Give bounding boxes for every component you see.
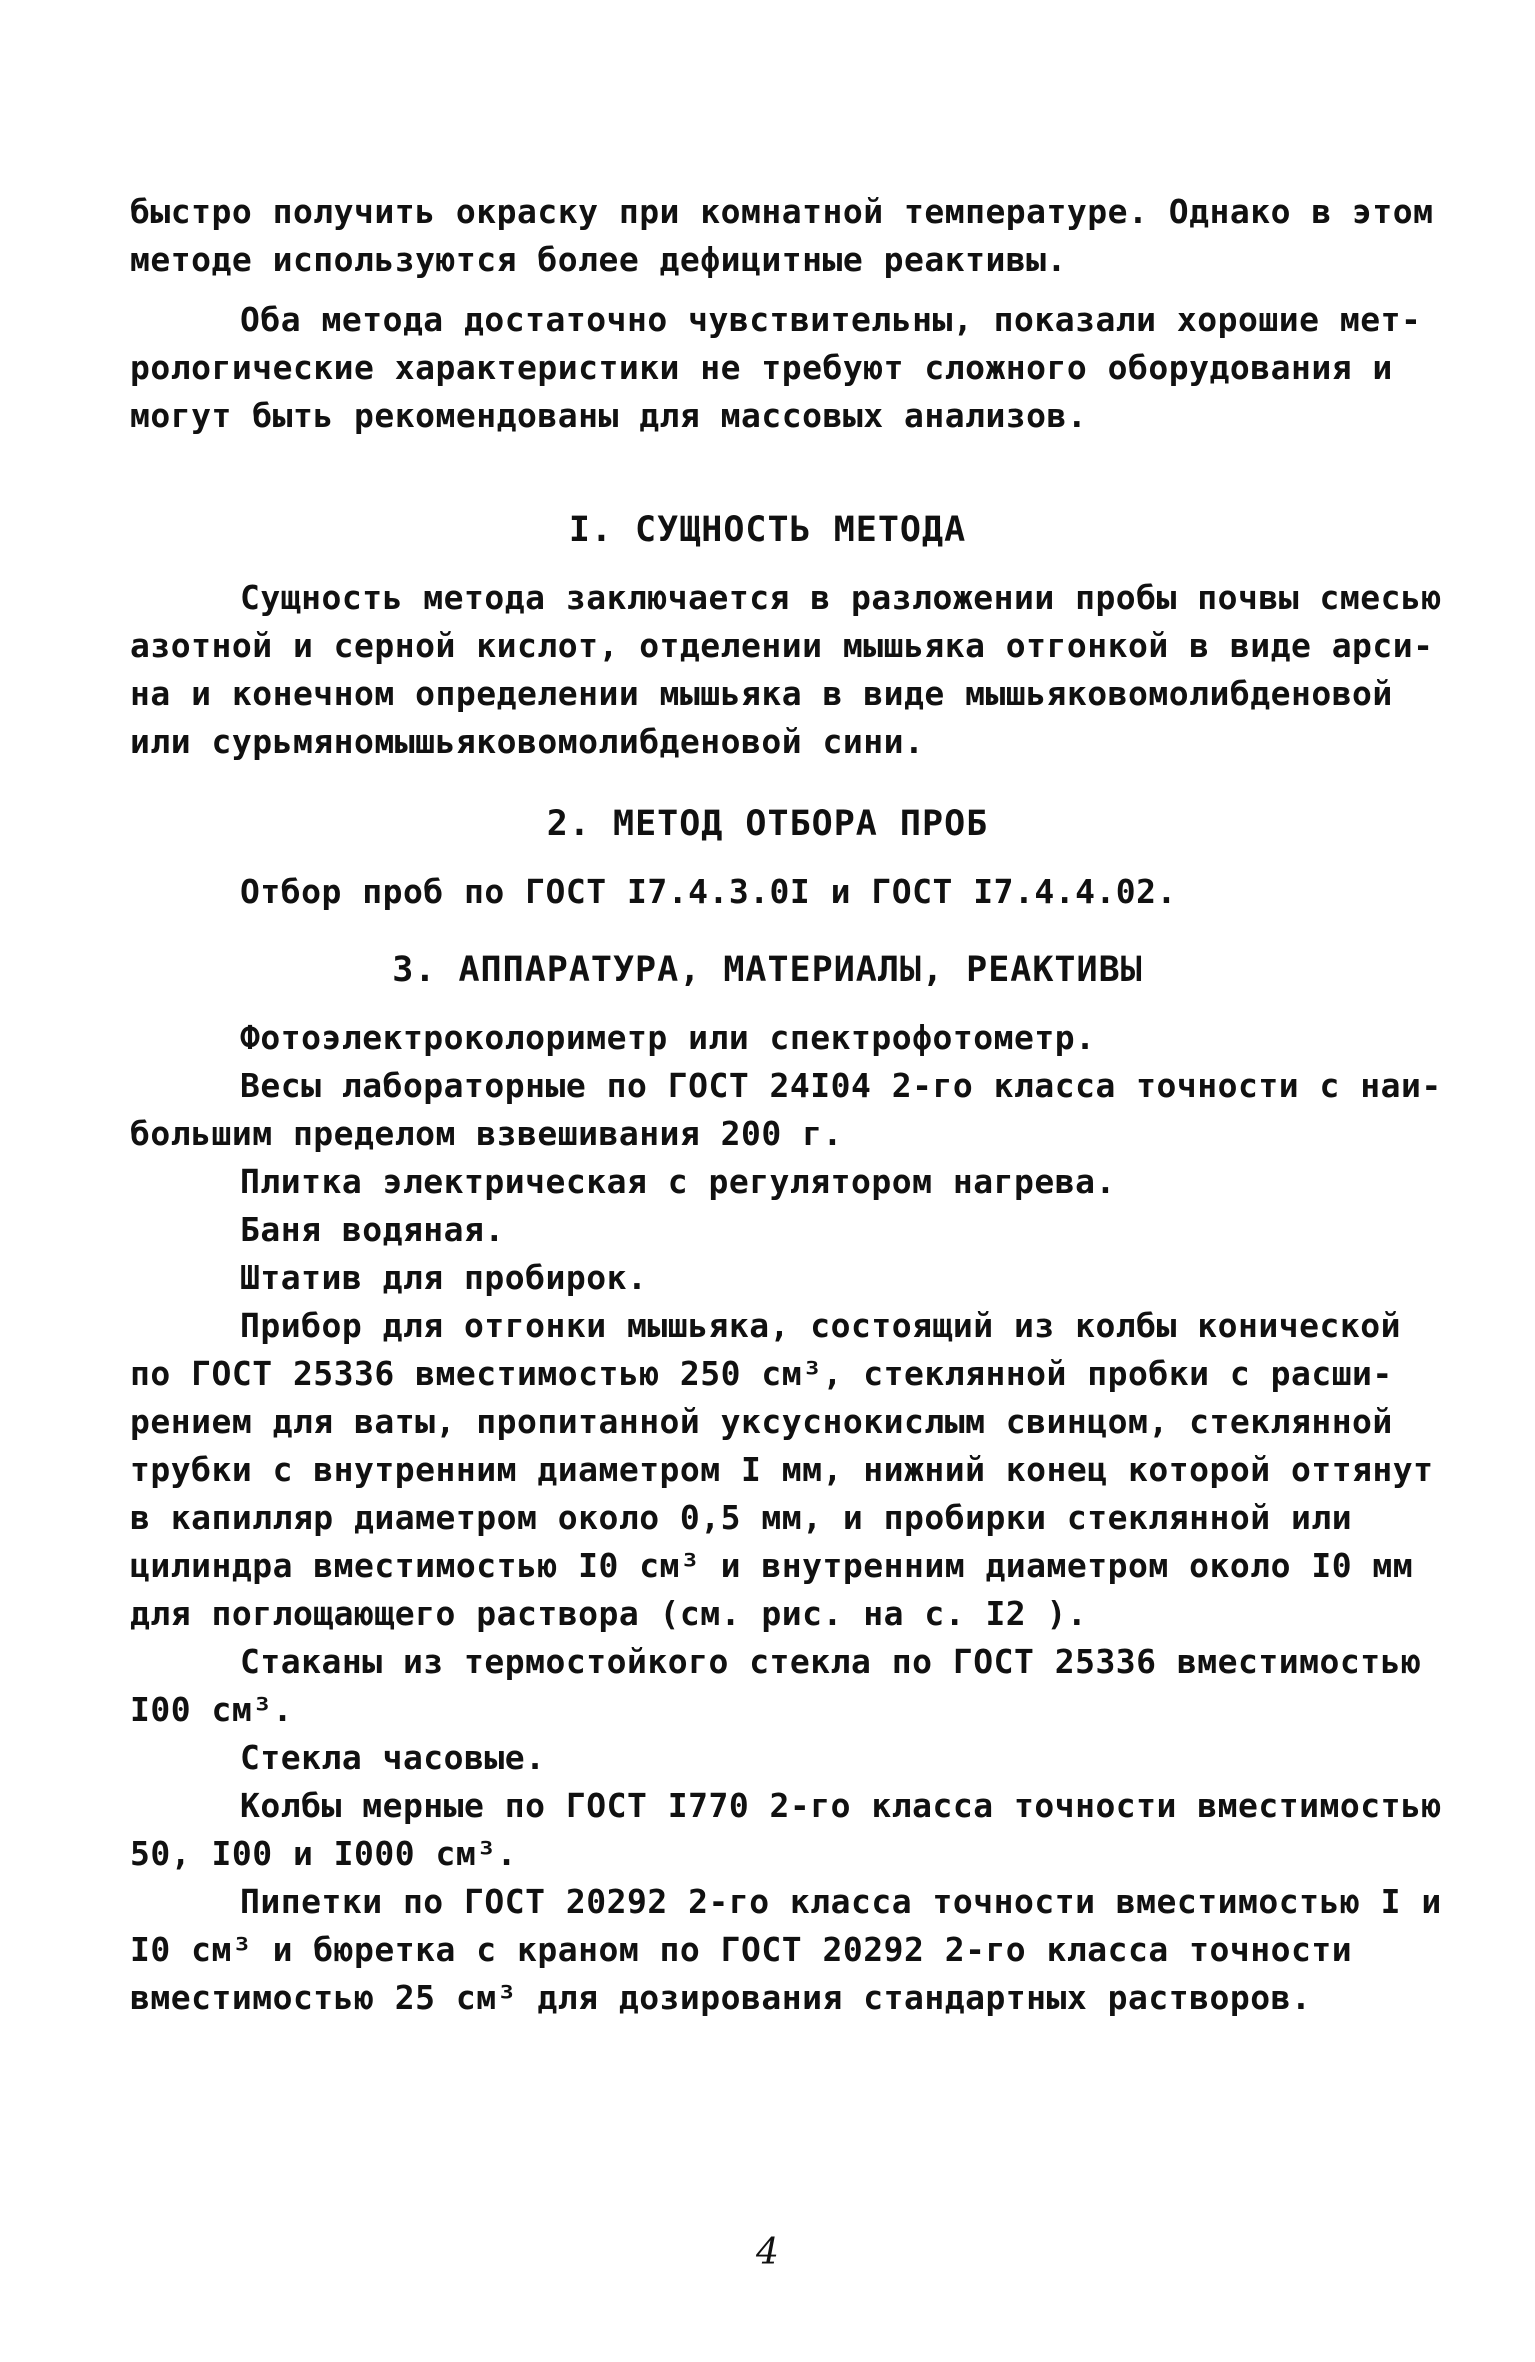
section-1-body (130, 574, 1442, 766)
intro-line: методе используются более дефицитные реактивы. (130, 240, 1067, 279)
section-3-line: 50, I00 и I000 см³. (130, 1834, 517, 1873)
intro-line: быстро получить окраску при комнатной температуре. Однако в этом (130, 192, 1434, 231)
page-number: 4 (756, 2232, 779, 2273)
section-3-heading: 3. АППАРАТУРА, МАТЕРИАЛЫ, РЕАКТИВЫ (392, 950, 1143, 990)
section-3-line: большим пределом взвешивания 200 г. (130, 1114, 843, 1153)
section-3-line: Стаканы из термостойкого стекла по ГОСТ 25336 вместимостью (240, 1642, 1422, 1681)
section-3-line: I0 см³ и бюретка с краном по ГОСТ 20292 2-го класса точности (130, 1930, 1353, 1969)
section-3-line: Прибор для отгонки мышьяка, состоящий из колбы конической (240, 1306, 1401, 1345)
section-3-line: рением для ваты, пропитанной уксуснокислым свинцом, стеклянной (130, 1402, 1393, 1441)
section-1-heading: I. СУЩНОСТЬ МЕТОДА (568, 510, 967, 550)
section-1-line: на и конечном определении мышьяка в виде мышьяковомолибденовой (130, 674, 1393, 713)
section-1-line: азотной и серной кислот, отделении мышьяка отгонкой в виде арси- (130, 626, 1434, 665)
section-3-body (130, 1014, 1442, 2022)
intro-line: могут быть рекомендованы для массовых анализов. (130, 396, 1088, 435)
section-3-line: Стекла часовые. (240, 1738, 546, 1777)
section-2-heading: 2. МЕТОД ОТБОРА ПРОБ (546, 804, 989, 844)
intro-line: рологические характеристики не требуют сложного оборудования и (130, 348, 1393, 387)
intro-paragraph (130, 188, 1434, 440)
section-3-line: Плитка электрическая с регулятором нагрева. (240, 1162, 1116, 1201)
section-3-line: в капилляр диаметром около 0,5 мм, и пробирки стеклянной или (130, 1498, 1353, 1537)
section-3-line: Фотоэлектроколориметр или спектрофотометр. (240, 1018, 1096, 1057)
section-3-line: Весы лабораторные по ГОСТ 24I04 2-го класса точности с наи- (240, 1066, 1442, 1105)
section-3-line: Баня водяная. (240, 1210, 505, 1249)
section-3-line: I00 см³. (130, 1690, 293, 1729)
section-3-line: вместимостью 25 см³ для дозирования стандартных растворов. (130, 1978, 1312, 2017)
section-3-line: цилиндра вместимостью I0 см³ и внутренним диаметром около I0 мм (130, 1546, 1414, 1585)
section-3-line: трубки с внутренним диаметром I мм, нижний конец которой оттянут (130, 1450, 1434, 1489)
section-1-line: или сурьмяномышьяковомолибденовой сини. (130, 722, 925, 761)
section-1-line: Сущность метода заключается в разложении пробы почвы смесью (240, 578, 1442, 617)
section-3-line: Штатив для пробирок. (240, 1258, 648, 1297)
section-3-line: Колбы мерные по ГОСТ I770 2-го класса точности вместимостью (240, 1786, 1442, 1825)
section-3-line: по ГОСТ 25336 вместимостью 250 см³, стеклянной пробки с расши- (130, 1354, 1393, 1393)
section-3-line: для поглощающего раствора (см. рис. на с. I2 ). (130, 1594, 1088, 1633)
section-3-line: Пипетки по ГОСТ 20292 2-го класса точности вместимостью I и (240, 1882, 1442, 1921)
section-2-body (130, 868, 1410, 916)
section-2-line: Отбор проб по ГОСТ I7.4.3.0I и ГОСТ I7.4.4.02. (240, 872, 1177, 911)
intro-line: Оба метода достаточно чувствительны, показали хорошие мет- (240, 300, 1422, 339)
